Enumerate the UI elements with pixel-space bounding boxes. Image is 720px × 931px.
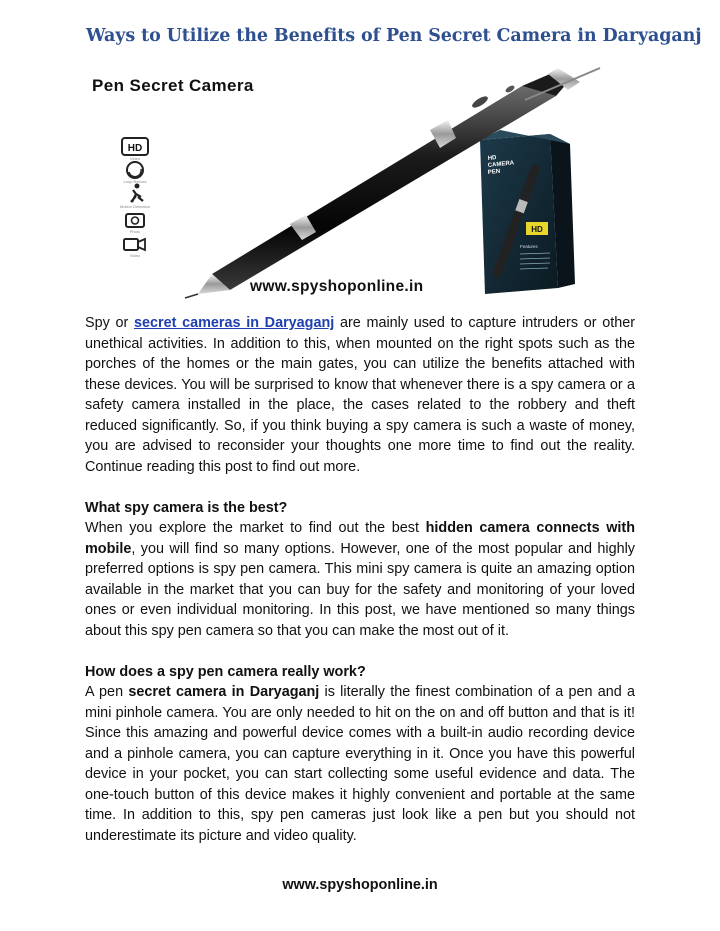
- svg-text:PEN: PEN: [487, 168, 501, 176]
- svg-text:Motion Detection: Motion Detection: [119, 204, 151, 209]
- svg-text:Photo: Photo: [129, 229, 141, 234]
- section-heading-how-it-works: How does a spy pen camera really work?: [85, 663, 366, 680]
- paragraph-how-it-works-after: is literally the finest combination of a pen and a mini pinhole camera. You are only needed to hit on the on and off button and that is it! Since this amazing and powerful device comes with a built-in audio recording device and a pinhole camera, you can capture everything in it. Once you have this powerful device in your pocket, you can start collecting some useful evidence and data. The one-touch button of this device makes it highly convenient and portable at the same time. In addition to this, spy pen cameras just look like a pen but you should not underestimate its picture and video quality.: [85, 684, 636, 844]
- product-box: [480, 130, 575, 294]
- svg-text:Video: Video: [129, 156, 141, 161]
- paragraph-intro-after: are mainly used to capture intruders or other unethical activities. In addition to this, when mounted on the right spots such as the porches of the homes or the main gates, you can utilize the benefits attached with these devices. You will be surprised to know that whenever there is a spy camera or a safety camera installed in the place, the cases related to the robbery and theft reduced significantly. So, if you think buying a spy camera is such a waste of money, you are advised to reconsider your thoughts one more time to find out the reality. Continue reading this post to find out more.: [85, 315, 635, 475]
- footer-url: www.spyshoponline.in: [282, 877, 438, 893]
- svg-text:HD: HD: [127, 143, 143, 154]
- secret-cameras-link[interactable]: secret cameras in Daryaganj: [133, 315, 335, 331]
- paragraph-best-camera-after: , you will find so many options. However, one of the most popular and highly preferred options is spy pen camera. This mini spy camera is quite an amazing option available in the market that you can buy for the safety and monitoring of your loved ones or even individual monitoring. In this post, we have mentioned so many things about this spy pen camera so that you can make the most out of it.: [85, 540, 635, 639]
- paragraph-how-it-works-bold: secret camera in Daryaganj: [128, 684, 320, 700]
- svg-text:Features: Features: [520, 244, 538, 249]
- paragraph-best-camera: [85, 518, 635, 641]
- pen-camera-illustration: [80, 62, 640, 302]
- svg-text:CAMERA: CAMERA: [487, 160, 515, 169]
- svg-text:Loop Record: Loop Record: [123, 179, 147, 184]
- paragraph-best-camera-before: When you explore the market to find out the best: [85, 520, 426, 536]
- paragraph-intro-before: Spy or: [85, 315, 134, 331]
- svg-text:HD: HD: [487, 155, 497, 162]
- article-body: [85, 313, 635, 846]
- product-image-url: www.spyshoponline.in: [250, 278, 424, 295]
- paragraph-intro: [85, 313, 635, 477]
- svg-text:HD: HD: [531, 225, 543, 234]
- paragraph-best-camera-bold: hidden camera connects with mobile: [85, 520, 635, 557]
- paragraph-how-it-works-before: A pen: [85, 684, 129, 700]
- page-title: Ways to Utilize the Benefits of Pen Secret Camera in Daryaganj: [86, 26, 702, 46]
- product-image-heading: Pen Secret Camera: [92, 76, 254, 95]
- section-heading-best-camera: What spy camera is the best?: [85, 499, 288, 516]
- paragraph-how-it-works: [85, 682, 635, 846]
- feature-icons: [120, 138, 150, 258]
- svg-text:Video: Video: [129, 253, 141, 258]
